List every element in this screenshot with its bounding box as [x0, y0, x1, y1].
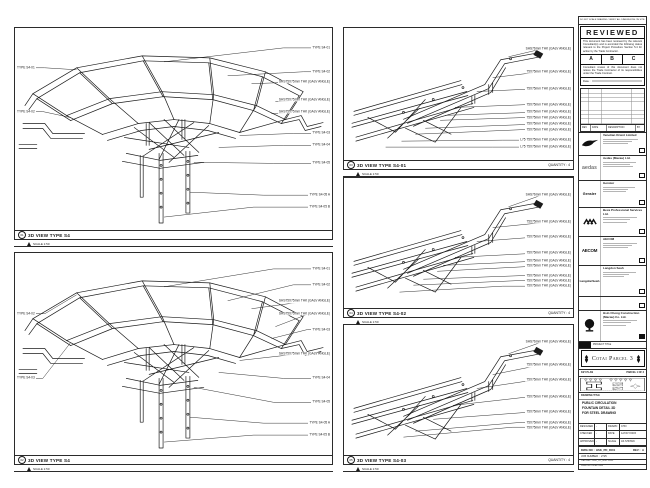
scale-text: SCALE 1:50	[362, 171, 379, 176]
revision-rows-empty	[581, 89, 644, 125]
quantity-label: QUANTITY : 4	[548, 458, 570, 462]
drawing-title-bar	[579, 392, 646, 399]
key-plan-bar	[579, 369, 646, 376]
callout-label: 75X75mm THK (GALV ANGLE)	[526, 278, 571, 283]
address-line	[603, 325, 626, 326]
scale-note	[14, 466, 333, 472]
venetian-bird-logo	[579, 133, 601, 155]
view-title: 3D VIEW TYPE S4-03	[357, 457, 407, 463]
contractor-name: Hsin Chong Construction (Macau) Co. Ltd.	[603, 311, 640, 319]
scale-marker-icon	[356, 467, 360, 471]
by-col: BY	[637, 126, 641, 130]
view-title-bar	[344, 308, 573, 317]
address-line	[603, 217, 637, 218]
callout-label: SHS76mm THK (GALV ANGLE)	[525, 339, 571, 344]
consultant-name: Aedas (Macau) Ltd.	[603, 156, 631, 161]
drawing-title-line: PUBLIC CIRCULATION	[582, 401, 617, 406]
callout-label: TYPE S4-01	[312, 45, 330, 50]
callout-label: L75 75X75mm THK (GALV ANGLE)	[520, 144, 571, 149]
drawing-area	[15, 253, 332, 455]
detail-bubble: 01	[18, 231, 26, 239]
review-stamp-note: Consultant review of this document does not relieve the Trade Contractor of its responsibilities under the Trade Contract.	[583, 65, 642, 76]
status-checkbox	[639, 289, 645, 295]
checked-value: -	[595, 431, 607, 439]
callout-label: 75X75mm THK (GALV ANGLE)	[526, 68, 571, 73]
address-line	[603, 274, 629, 275]
revision-table	[580, 88, 645, 132]
approved-value: -	[595, 439, 607, 447]
detail-bubble: 02	[18, 456, 26, 464]
description-col: DESCRIPTION	[607, 125, 636, 131]
view-title-bar	[15, 455, 332, 464]
callout-label: TYPE S4-02	[312, 69, 330, 74]
key-plan-label: KEY PLAN	[581, 371, 594, 375]
drawing-area	[344, 28, 573, 160]
address-line	[603, 143, 628, 144]
status-checkbox	[639, 148, 645, 154]
consultant-name: AECOM	[603, 237, 615, 242]
aedas-logo: aedas	[579, 156, 601, 180]
view-title-bar	[15, 230, 332, 239]
rev-label: REV :	[633, 448, 641, 453]
banner-ornament-icon	[636, 353, 641, 365]
banner-ornament-icon	[584, 353, 589, 365]
status-checkbox	[639, 303, 645, 309]
gensler-logo: Gensler	[579, 181, 601, 207]
viewport-3d-type-s4-02	[343, 177, 574, 318]
consultant-row-aedas	[579, 155, 646, 180]
grade-a: A	[581, 55, 602, 64]
callout-label: TYPE S4-01	[17, 65, 35, 70]
approved-label: APPROVED	[579, 439, 595, 447]
callout-label: TYPE S4-05 A	[309, 420, 330, 425]
callout-label: TYPE S4-05 B	[309, 204, 330, 209]
langdon-seah-logo: LangdonSeah	[579, 266, 601, 296]
scale-marker-icon	[356, 320, 360, 324]
scale-text: SCALE 1:50	[33, 241, 50, 246]
callout-label: SHS75X75mm THK (GALV ANGLE)	[278, 97, 330, 102]
callout-label: SHS75X75mm THK (GALV ANGLE)	[278, 298, 330, 303]
drawing-area	[15, 28, 332, 230]
callout-label: TYPE S4-03	[17, 375, 35, 380]
callout-label: 75X75mm THK (GALV ANGLE)	[526, 263, 571, 268]
callout-label: 75X75mm THK (GALV ANGLE)	[526, 127, 571, 132]
address-line	[603, 191, 626, 192]
callout-label: TYPE S4-05	[312, 160, 330, 165]
callout-label: TYPE S4-05 A	[309, 192, 330, 197]
project-name: Cotai Parcel 3	[591, 355, 634, 362]
callout-labels-left	[15, 253, 332, 455]
callout-label: TYPE S4-03	[312, 130, 330, 135]
detail-bubble: 04	[347, 309, 355, 317]
scale-text: SCALE 1:50	[33, 466, 50, 471]
scale-value: AS SHOWN	[620, 439, 646, 447]
callout-label: SHS76mm THK (GALV ANGLE)	[525, 46, 571, 51]
callout-label: 75X75mm THK (GALV ANGLE)	[526, 121, 571, 126]
callout-label: SHS75X75mm THK (GALV ANGLE)	[278, 310, 330, 315]
drawing-title-line: FOUNTAIN DETAIL 3D	[582, 406, 616, 411]
view-title: 3D VIEW TYPE S4	[28, 457, 71, 463]
address-line	[603, 320, 637, 321]
project-title-bar	[579, 341, 646, 348]
scale-marker-icon	[27, 467, 31, 471]
view-title: 3D VIEW TYPE S4-01	[357, 162, 407, 168]
callout-label: TYPE S4-04	[312, 142, 330, 147]
callout-label: TYPE S4-03	[312, 327, 330, 332]
date-blank-line	[592, 80, 642, 83]
review-date-row	[581, 77, 644, 85]
callout-label: 75X75mm THK (GALV ANGLE)	[526, 376, 571, 381]
designed-value: -	[595, 424, 607, 432]
callout-label: 75X75mm THK (GALV ANGLE)	[526, 219, 571, 224]
callout-label: TYPE S4-01	[312, 266, 330, 271]
project-title-bar-label: PROJECT TITLE	[593, 343, 612, 347]
callout-label: 75X75mm THK (GALV ANGLE)	[526, 101, 571, 106]
address-line	[603, 139, 638, 140]
revision-header	[581, 124, 644, 131]
quantity-label: QUANTITY : 4	[548, 311, 570, 315]
quantity-label: QUANTITY : 4	[548, 163, 570, 167]
grade-c: C	[631, 56, 636, 63]
callout-label: 75X75mm THK (GALV ANGLE)	[526, 115, 571, 120]
callout-label: 75X75mm THK (GALV ANGLE)	[526, 109, 571, 114]
callout-label: 75X75mm THK (GALV ANGLE)	[526, 86, 571, 91]
address-line	[603, 189, 628, 190]
review-stamp-title: REVIEWED	[581, 27, 644, 39]
consultant-row-venetian	[579, 132, 646, 155]
address-line	[603, 247, 628, 248]
callout-label: SHS76mm THK (GALV ANGLE)	[525, 192, 571, 197]
review-stamp	[580, 26, 645, 86]
title-block	[578, 16, 647, 470]
scale-label: SCALE	[607, 439, 620, 447]
address-line	[603, 219, 630, 220]
date-col: DATE	[591, 125, 607, 131]
view-title: 3D VIEW TYPE S4-02	[357, 310, 407, 316]
callout-label: SHS75X75mm THK (GALV ANGLE)	[278, 351, 330, 356]
address-line	[603, 166, 633, 167]
callout-label: 75X75mm THK (GALV ANGLE)	[526, 409, 571, 414]
callout-label: 75X75mm THK (GALV ANGLE)	[526, 283, 571, 288]
status-checkbox	[639, 229, 645, 235]
callout-labels-right	[344, 178, 573, 308]
scale-note	[14, 241, 333, 247]
view-title-bar	[344, 160, 573, 169]
viewport-3d-type-s4-03	[343, 324, 574, 465]
callout-label: L75 75X75mm THK (GALV ANGLE)	[520, 137, 571, 142]
job-number-label: JOB NUMBER :	[581, 455, 600, 459]
consultant-name: Langdon Seah	[603, 266, 624, 271]
address-line	[603, 222, 627, 223]
callout-label: TYPE S4-04	[312, 375, 330, 380]
address-line	[603, 272, 636, 273]
file-note: CAD REF : HSK_PD_0001.DWG	[579, 459, 646, 464]
key-plan-ref: PARCEL 1 OF 3	[626, 371, 644, 375]
view-title: 3D VIEW TYPE S4	[28, 232, 71, 238]
detail-bubble: 05	[347, 456, 355, 464]
callout-label: 75X75mm THK (GALV ANGLE)	[526, 419, 571, 424]
view-title-bar	[344, 455, 573, 464]
consultant-row-empty	[579, 296, 646, 310]
address-line	[603, 164, 630, 165]
callout-label: SHS75X75mm THK (GALV ANGLE)	[278, 79, 330, 84]
file-note: PRINTED ON A1 SIZE	[579, 464, 646, 469]
status-checkbox	[639, 258, 645, 264]
drawn-label: DRAWN	[607, 424, 620, 432]
consultant-name: Venetian Orient Limited	[603, 133, 637, 138]
callout-label: TYPE S4-02	[17, 310, 35, 315]
viewport-3d-type-s4-bottom	[14, 252, 333, 465]
callout-label: 75X75mm THK (GALV ANGLE)	[526, 258, 571, 263]
callout-label: SHS75X75mm THK (GALV ANGLE)	[278, 109, 330, 114]
status-checkbox-filled	[639, 334, 645, 340]
callout-label: TYPE S4-05 B	[309, 432, 330, 437]
consultant-row-beca	[579, 207, 646, 236]
callout-label: TYPE S4-02	[17, 109, 35, 114]
status-checkbox	[639, 200, 645, 206]
callout-label: 75X75mm THK (GALV ANGLE)	[526, 272, 571, 277]
rev-col: REV	[581, 125, 591, 131]
drawing-area	[344, 178, 573, 308]
scale-note	[343, 466, 574, 472]
sheet-note-bar: DO NOT SCALE DRAWING. VERIFY ALL DIMENSIONS ON SITE.	[579, 17, 646, 25]
callout-label: 75X75mm THK (GALV ANGLE)	[526, 250, 571, 255]
address-line	[603, 276, 624, 277]
drawing-title-bar-label: DRAWING TITLE	[581, 394, 600, 398]
date-label: Date :	[583, 78, 591, 83]
scale-marker-icon	[27, 242, 31, 246]
detail-bubble: 03	[347, 161, 355, 169]
dwg-number-row	[579, 446, 646, 453]
job-number-value: 2725	[600, 455, 607, 459]
callout-label: TYPE S4-02	[312, 282, 330, 287]
date-label: DATE	[607, 431, 620, 439]
address-line	[603, 245, 632, 246]
drawing-info-grid	[579, 423, 646, 447]
consultant-row-gensler	[579, 180, 646, 207]
file-rows	[579, 459, 646, 469]
drawing-title-line: FOR STEEL DRAWING	[582, 411, 617, 415]
callout-label: TYPE S4-05	[312, 399, 330, 404]
callout-label: 75X75mm THK (GALV ANGLE)	[526, 233, 571, 238]
checked-label: CHECKED	[579, 431, 595, 439]
beca-chevrons-logo	[579, 208, 601, 236]
status-checkbox	[639, 173, 645, 179]
consultant-row-aecom	[579, 236, 646, 265]
callout-labels-right	[344, 28, 573, 160]
drawing-area	[344, 325, 573, 455]
dwg-no-label: DWG NO :	[581, 448, 595, 453]
aecom-logo: AECOM	[579, 237, 601, 265]
address-line	[603, 141, 632, 142]
scale-marker-icon	[356, 172, 360, 176]
address-line	[603, 187, 635, 188]
drawn-value: CHO	[620, 424, 646, 432]
key-plan-drawing	[579, 376, 646, 392]
contractor-logo	[579, 311, 601, 341]
scale-text: SCALE 1:50	[362, 319, 379, 324]
consultant-name: Beca Professional Services Ltd.	[603, 208, 643, 216]
viewport-3d-type-s4-top	[14, 27, 333, 240]
address-line	[603, 322, 631, 323]
grade-b: B	[602, 55, 623, 64]
consultant-row-langdon-seah	[579, 265, 646, 296]
callout-label: 75X75mm THK (GALV ANGLE)	[526, 425, 571, 430]
designed-label: DESIGNED	[579, 424, 595, 432]
rev-value: A	[641, 448, 644, 453]
callout-labels-right	[344, 325, 573, 455]
scale-text: SCALE 1:50	[362, 466, 379, 471]
address-line	[603, 162, 636, 163]
address-line	[603, 243, 637, 244]
viewport-3d-type-s4-01	[343, 27, 574, 170]
project-banner	[579, 348, 646, 369]
consultant-name: Gensler	[603, 181, 615, 186]
dwg-no-value: HSK_PD_0001	[596, 448, 616, 453]
callout-labels-left	[15, 28, 332, 230]
review-grade-row	[581, 54, 644, 65]
review-stamp-body: This document has been reviewed by the relevant Consultant(s) and is accorded the following status relevant to the Project Procedure Section 5.4 for action by the Trade Contractor.	[583, 40, 642, 53]
contractor-row	[579, 310, 646, 341]
callout-label: 75X75mm THK (GALV ANGLE)	[526, 362, 571, 367]
date-value: 12/OCT/2015	[620, 431, 646, 439]
empty-logo-cell	[579, 297, 601, 310]
callout-label: 75X75mm THK (GALV ANGLE)	[526, 393, 571, 398]
drawing-title	[579, 399, 646, 423]
